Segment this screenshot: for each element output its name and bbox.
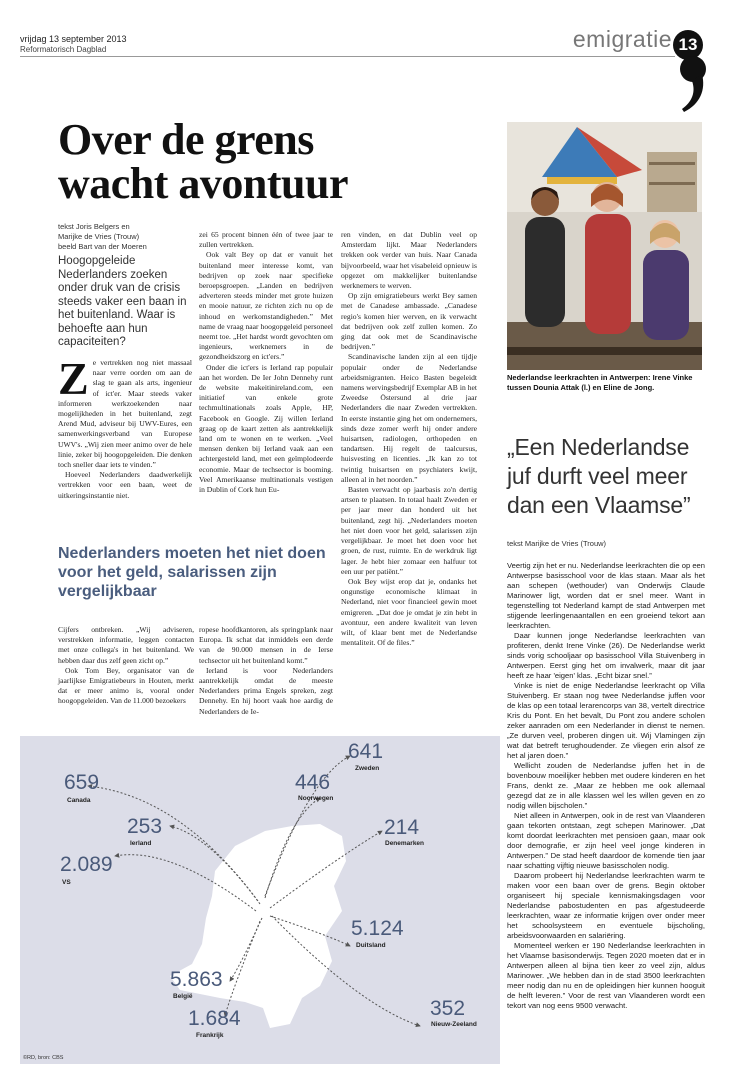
paragraph: Ook valt Bey op dat er vanuit het buitenland meer interesse komt, van bedrijven op zoek naar specifieke beroepsgroepen. „Landen en bedrijven adverteren steeds minder met grote huizen en mooie natuur, ze richten zich nu op de inhoud en werkomstandigheden.” Met name de vraag naar hoogopgeleid personeel neemt toe. „Het hardst wordt gevochten om ingenieurs, werknemers in de gezondheidszorg en ict'ers.” (199, 250, 333, 362)
issue-date: vrijdag 13 september 2013 (20, 34, 127, 44)
headline-line-2: wacht avontuur (58, 159, 349, 208)
paragraph: Basten verwacht op jaarbasis zo'n dertig artsen te plaatsen. In totaal haalt Zweden er per jaar meer dan honderd uit het buitenland, zegt hij. „Nederlanders moeten het niet doen voor het geld, salarissen zijn vergelijkbaar. Je moet het doen voor het groen, de rust, ruimte. En de werkdruk ligt lager. Je hebt hier zomaar een halfuur tot een uur per patiënt.” (341, 485, 477, 576)
map-label-denemarken: Denemarken (385, 840, 425, 847)
paragraph: Wellicht zouden de Nederlandse juffen het in de bovenbouw moeilijker hebben met oudere kinderen en het Frans, denkt ze. „Maar ze hebben me ook allemaal gezegd dat ze in alle klassen wel les willen geven en zo nodig willen bijscholen.” (507, 761, 705, 810)
byline-coauthor: Marijke de Vries (Trouw) (58, 232, 140, 241)
map-value-denemarken: 214 (384, 816, 420, 839)
teachers-photo (507, 122, 702, 370)
paragraph: zei 65 procent binnen één of twee jaar te zullen vertrekken. (199, 230, 333, 250)
photo-caption: Nederlandse leerkrachten in Antwerpen: Irene Vinke tussen Dounia Attak (l.) en Eline de Jong. (507, 373, 693, 392)
paragraph: Daar kunnen jonge Nederlandse leerkrachten van profiteren, denkt Irene Vinke (26). De Nederlandse werkt sinds vorig schooljaar op basisschool Villa Stuivenberg in Antwerpen. Eerst ging het om invalwerk, maar dit jaar heeft ze haar 'eigen' klas. „Echt bizar snel.” (507, 631, 705, 680)
article-column-1 (58, 353, 192, 501)
map-label-ierland: Ierland (130, 840, 152, 847)
article-intro: Hoogopgeleide Nederlanders zoeken onder druk van de crisis steeds vaker een baan in het buitenland. Waar is behoefte aan hun capaciteiten? (58, 255, 187, 348)
paragraph: Ook Bey wijst erop dat je, ondanks het ongunstige economische klimaat in Nederland, niet voor financieel gewin moet emigreren. „Dat doe je omdat je zin hebt in avontuur, een andere kwaliteit van leven wilt, of klaar bent met de Nederlandse mentaliteit. Of de files.” (341, 576, 477, 648)
paragraph: e vertrekken nog niet massaal naar verre oorden om aan de slag te gaan als arts, ingenieur of ict'er. Maar steeds vaker informeren werkzoekenden naar mogelijkheden in het buitenland, zegt Arend Mud, adviseur bij UWV-Eures, een samenwerkingsverband van Europese UWV's. „Wij zien meer animo over de hele linie, zeker bij hoogopgeleiden. Die denken toch sneller daar iets te vinden.” (58, 358, 192, 470)
map-label-belgie: België (173, 993, 193, 1000)
map-source: ©RD, bron: CBS (23, 1055, 64, 1061)
paragraph: Cijfers ontbreken. „Wij adviseren, verstrekken informatie, leggen contacten met onze collega's in het buitenland. We hebben daar dus zelf geen zicht op.” (58, 625, 194, 665)
byline-text: tekst Joris Belgers en (58, 222, 130, 231)
map-value-canada: 659 (64, 771, 100, 794)
headline (58, 115, 498, 208)
article-column-2 (199, 230, 333, 495)
paragraph: ren vinden, en dat Dublin veel op Amsterdam lijkt. Maar Nederlanders trekken ook verder van huis. Naar Canada bijvoorbeeld, waar het visabeleid opnieuw is opgezet om makkelijker buitenlandse werknemers te werven. (341, 230, 477, 291)
paragraph: Ierland is voor Nederlanders aantrekkelijk omdat de meeste Nederlanders prima Engels spreken, zegt Dennehy. En hij hoort vaak hoe aardig de Nederlanders de Ie- (199, 665, 333, 716)
pull-quote-line-2: juf durft veel meer (507, 463, 688, 489)
paragraph: Momenteel werken er 190 Nederlandse leerkrachten in het Vlaamse basisonderwijs. Tegen 2020 moeten dat er in Antwerpen alleen al bijna tien keer zo veel zijn, aldus Marinower. „We hebben dan in de stad 3500 leerkrachten meer nodig dan nu en de opleidingen hier kunnen hooguit de helft leveren.” Voor de rest van Vlaanderen wordt een tekort van nog eens 9500 verwacht. (507, 941, 705, 1010)
drop-cap: Z (58, 353, 89, 404)
comma-logo-icon (676, 54, 710, 114)
map-value-ierland: 253 (127, 815, 163, 838)
map-label-nieuw-zeeland: Nieuw-Zeeland (431, 1021, 477, 1028)
map-value-belgie: 5.863 (170, 968, 223, 991)
map-label-canada: Canada (67, 797, 91, 804)
map-value-nieuw-zeeland: 352 (430, 997, 466, 1020)
map-value-vs: 2.089 (60, 853, 113, 876)
newspaper-name: Reformatorisch Dagblad (20, 45, 107, 54)
article-column-3 (341, 230, 477, 648)
map-value-frankrijk: 1.684 (188, 1007, 241, 1030)
paragraph: Daarom probeert hij Nederlandse leerkrachten warm te maken voor een baan over de grens. Begin oktober organiseert hij speciale kennismakingsdagen voor Nederlandse pabostudenten en pas afgestudeerde leerkrachten, waar ze informatie krijgen over onder meer het schoolsysteem en eventuele bijscholing, arbeidsvoorwaarden en salariëring. (507, 871, 705, 940)
paragraph: Hoeveel Nederlanders daadwerkelijk vertrekken voor een baan, weet de uitkeringsinstantie niet. (58, 470, 192, 500)
sidebar-article (507, 561, 705, 1011)
pull-quote (507, 433, 712, 520)
paragraph: Vinke is niet de enige Nederlandse leerkracht op Villa Stuivenberg. Er staan nog twee Nederlandse juffen voor de klas op een totaal lerarencorps van 38, vertelt directrice Kris du Pont. En het bevalt, Du Pont zou andere scholen zeker aanraden om een Nederlander in dienst te nemen. „Ze durven veel, proberen dingen uit. Wij Vlamingen zijn wat dat betreft terughoudender. Ze vliegen erin alsof ze het al jaren doen.” (507, 681, 705, 760)
sidebar-byline: tekst Marijke de Vries (Trouw) (507, 539, 607, 548)
map-label-vs: VS (62, 879, 71, 886)
article-subhead: Nederlanders moeten het niet doen voor het geld, salarissen zijn vergelijkbaar (58, 545, 326, 600)
map-label-duitsland: Duitsland (356, 942, 386, 949)
page-number: 13 (673, 30, 703, 60)
byline (58, 222, 198, 252)
pull-quote-line-1: „Een Nederlandse (507, 434, 690, 460)
paragraph: Ook Tom Bey, organisator van de jaarlijkse Emigratiebeurs in Houten, merkt dat er meer animo is, vooral onder hoogopgeleiden. Van de 11.000 bezoekers (58, 665, 194, 706)
paragraph: Onder die ict'ers is Ierland rap populair aan het worden. De Ier John Dennehy runt de website makeitinireland.com, een initiatief van enkele grote techmultinationals zoals Apple, HP, Facebook en Google. Zij willen Ierland graag op de kaart zetten als aantrekkelijk land om te wonen en te werken. „Veel mensen denken bij Ierland vaak aan een achtergesteld land, met een geïmplodeerde economie. Maar de techsector is booming. Veel Amerikaanse multinationals vestigen in Dublin of Cork hun Eu- (199, 362, 333, 495)
map-label-frankrijk: Frankrijk (196, 1032, 224, 1039)
map-value-zweden: 641 (348, 740, 384, 763)
section-title: emigratie (572, 26, 672, 52)
headline-line-1: Over de grens (58, 115, 314, 164)
paragraph: Veertig zijn het er nu. Nederlandse leerkrachten die op een Antwerpse basisschool voor de klas staan. Maar als het aan schepen (wethouder) van Onderwijs Claude Marinower ligt, worden dat er snel meer. Want in tegenstelling tot Nederland kampt de stad Antwerpen met stijgende leerlingenaantallen en een groeiend tekort aan leerkrachten. (507, 561, 705, 630)
paragraph: Op zijn emigratiebeurs werkt Bey samen met de Canadese ambassade. „Canadese regio's komen hier werven, en ik verwacht dat bedrijven ook zelf zullen komen. Zo ging dat ook met de Scandinavische bedrijven.” (341, 291, 477, 352)
article-column-1-lower (58, 625, 194, 707)
map-label-noorwegen: Noorwegen (298, 795, 334, 802)
map-label-zweden: Zweden (355, 765, 380, 772)
emigration-map (20, 736, 500, 1064)
paragraph: ropese hoofdkantoren, als springplank naar Europa. Ik schat dat inmiddels een derde van de 90.000 mensen in de Ierse techsector uit het buitenland komt.” (199, 625, 333, 665)
paragraph: Scandinavische landen zijn al een tijdje populair onder de Nederlandse arbeidsmigranten. Heico Basten begeleidt namens wervingsbedrijf Exemplar AB in het Zweedse Östersund al drie jaar Nederlanders die naar Zweden vertrekken. In eerste instantie ging het om ondernemers, sinds deze zomer werft hij onder andere huisartsen, radiologen, orthopeden en tandartsen. Hij regelt de taalcursus, huisvesting en licenties. „Ik kan zo tot twintig huisartsen en psychiaters kwijt, alleen al in het noorden.” (341, 352, 477, 484)
map-value-noorwegen: 446 (295, 771, 331, 794)
map-value-duitsland: 5.124 (351, 917, 404, 940)
byline-photo: beeld Bart van der Moeren (58, 242, 147, 251)
paragraph: Niet alleen in Antwerpen, ook in de rest van Vlaanderen gaan tekorten ontstaan, zegt schepen Marinower. „Dat komt doordat leerkrachten met pensioen gaan, maar ook door demografie, er zijn heel veel jonge kinderen in Antwerpen.” De stad heeft daardoor de komende tien jaar naar schatting vijftig nieuwe basisscholen nodig. (507, 811, 705, 870)
pull-quote-line-3: dan een Vlaamse” (507, 492, 691, 518)
article-column-2-lower (199, 625, 333, 717)
header-rule (20, 56, 675, 57)
